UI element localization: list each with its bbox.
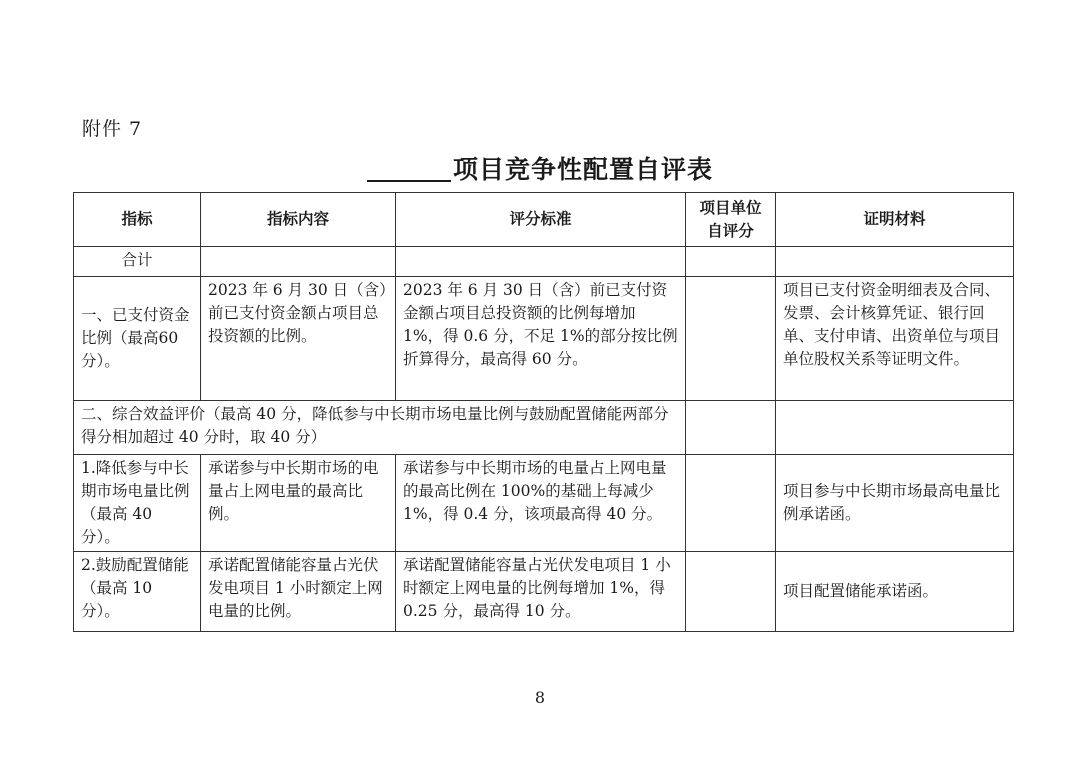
header-self-score: 项目单位自评分: [686, 193, 776, 247]
total-label: 合计: [74, 247, 201, 277]
total-score-cell[interactable]: [686, 247, 776, 277]
row1-evidence: 项目已支付资金明细表及合同、发票、会计核算凭证、银行回单、支付申请、出资单位与项目单位股权关系等证明文件。: [776, 277, 1014, 401]
row2-criteria: 承诺参与中长期市场的电量占上网电量的最高比例在 100%的基础上每减少 1%，得 0.4 分，该项最高得 40 分。: [396, 455, 686, 552]
row2-indicator: 1.降低参与中长期市场电量比例（最高 40 分）。: [74, 455, 201, 552]
row1-indicator: 一、已支付资金比例（最高60分）。: [74, 277, 201, 401]
row2-self-score[interactable]: [686, 455, 776, 552]
attachment-label: 附件 7: [82, 118, 143, 140]
total-evidence-cell: [776, 247, 1014, 277]
self-evaluation-table: [73, 192, 1014, 632]
row2-content: 承诺参与中长期市场的电量占上网电量的最高比例。: [201, 455, 396, 552]
row1-self-score[interactable]: [686, 277, 776, 401]
total-criteria-cell: [396, 247, 686, 277]
section2-self-score[interactable]: [686, 401, 776, 455]
table-header-row: [74, 193, 1014, 247]
row1-content: 2023 年 6 月 30 日（含）前已支付资金额占项目总投资额的比例。: [201, 277, 396, 401]
row3-self-score[interactable]: [686, 552, 776, 632]
title-container: [0, 150, 1080, 186]
header-criteria: 评分标准: [396, 193, 686, 247]
section2-row: [74, 401, 1014, 455]
row3-indicator: 2.鼓励配置储能（最高 10 分）。: [74, 552, 201, 632]
table-row: [74, 455, 1014, 552]
row3-content: 承诺配置储能容量占光伏发电项目 1 小时额定上网电量的比例。: [201, 552, 396, 632]
header-content: 指标内容: [201, 193, 396, 247]
total-content-cell: [201, 247, 396, 277]
title-text: 项目竞争性配置自评表: [452, 155, 713, 184]
table-row: [74, 552, 1014, 632]
row2-evidence: 项目参与中长期市场最高电量比例承诺函。: [776, 455, 1014, 552]
total-row: [74, 247, 1014, 277]
title-blank-line[interactable]: [367, 156, 451, 182]
row1-criteria: 2023 年 6 月 30 日（含）前已支付资金额占项目总投资额的比例每增加 1%，得 0.6 分，不足 1%的部分按比例折算得分，最高得 60 分。: [396, 277, 686, 401]
document-title: [367, 155, 713, 184]
page-number: 8: [534, 688, 546, 707]
section2-text: 二、综合效益评价（最高 40 分，降低参与中长期市场电量比例与鼓励配置储能两部分得分相加超过 40 分时，取 40 分）: [74, 401, 686, 455]
header-indicator: 指标: [74, 193, 201, 247]
row3-evidence: 项目配置储能承诺函。: [776, 552, 1014, 632]
section2-evidence: [776, 401, 1014, 455]
row3-criteria: 承诺配置储能容量占光伏发电项目 1 小时额定上网电量的比例每增加 1%，得 0.25 分，最高得 10 分。: [396, 552, 686, 632]
header-evidence: 证明材料: [776, 193, 1014, 247]
table-row: [74, 277, 1014, 401]
